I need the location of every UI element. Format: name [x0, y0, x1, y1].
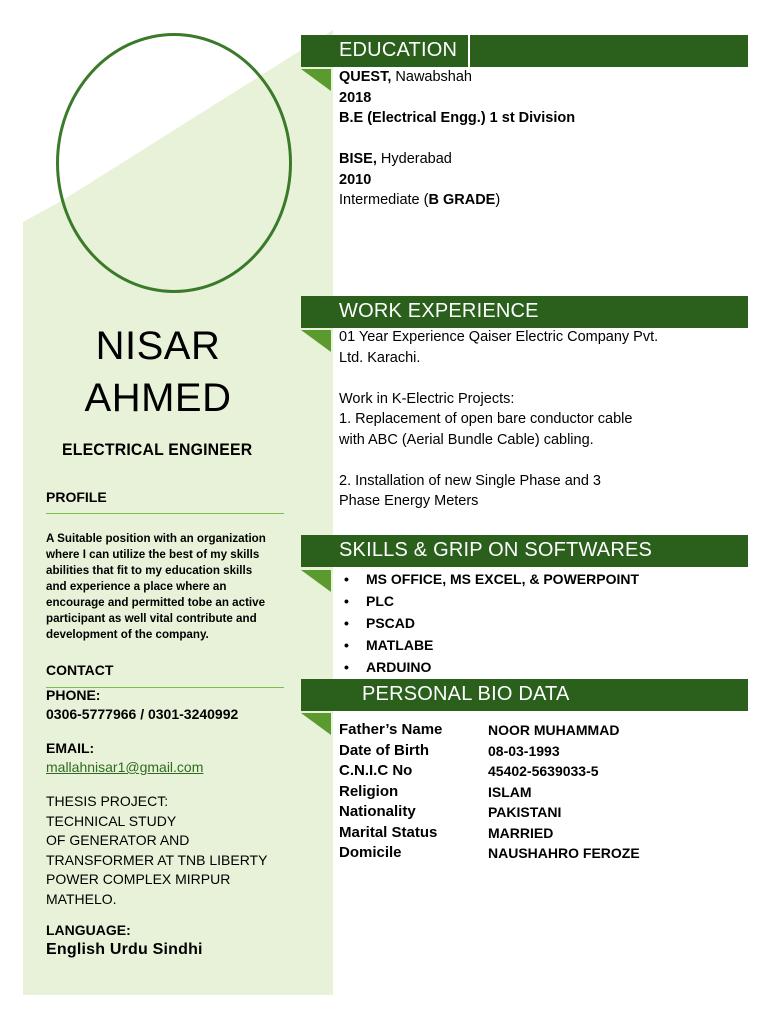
profile-heading: PROFILE — [46, 489, 107, 505]
phone-label: PHONE: — [46, 687, 101, 703]
skills-header-bar — [301, 535, 748, 567]
bio-key: Date of Birth — [339, 741, 429, 759]
education-city: Hyderabad — [376, 151, 452, 167]
profile-line: participant as well vital contribute and — [46, 612, 257, 625]
work-line: Work in K-Electric Projects: — [339, 390, 515, 407]
profile-line: and experience a place where an — [46, 580, 227, 593]
education-degree: Intermediate ( — [339, 192, 429, 208]
name-last: AHMED — [84, 376, 232, 420]
email-label: EMAIL: — [46, 740, 95, 756]
thesis-line: OF GENERATOR AND — [46, 832, 190, 848]
education-degree: B.E (Electrical Engg.) 1 st Division — [339, 110, 576, 126]
bio-value: 45402-5639033-5 — [488, 763, 599, 779]
email-block — [46, 739, 203, 777]
skill-item: • PSCAD — [366, 612, 639, 634]
phone-block — [46, 686, 238, 724]
education-header-bar — [301, 35, 748, 67]
profile-line: A Suitable position with an organization — [46, 532, 266, 545]
education-grade: B GRADE — [428, 192, 496, 208]
skills-triangle-icon — [301, 570, 331, 592]
profile-line: abilities that fit to my education skills — [46, 564, 253, 577]
profile-line: development of the company. — [46, 628, 209, 641]
skills-list — [366, 568, 639, 678]
thesis-line: POWER COMPLEX MIRPUR — [46, 871, 231, 887]
bio-key: Father’s Name — [339, 721, 443, 738]
work-line: 01 Year Experience Qaiser Electric Company Pvt. — [339, 329, 659, 345]
profile-photo-placeholder — [56, 33, 292, 293]
education-degree-suffix: ) — [495, 192, 501, 208]
email-link[interactable]: mallahnisar1@gmail.com — [46, 759, 204, 775]
bio-key: Domicile — [339, 844, 402, 861]
contact-heading: CONTACT — [46, 662, 114, 678]
work-line: Ltd. Karachi. — [339, 349, 421, 366]
bio-key: Marital Status — [339, 823, 438, 841]
skill-item: • MS OFFICE, MS EXCEL, & POWERPOINT — [366, 568, 639, 590]
education-city: Nawabshah — [391, 69, 472, 85]
job-title: ELECTRICAL ENGINEER — [62, 440, 253, 459]
education-year: 2018 — [339, 89, 372, 106]
bio-heading: PERSONAL BIO DATA — [362, 683, 570, 705]
education-institute: QUEST, — [339, 69, 392, 85]
bio-value: NAUSHAHRO FEROZE — [488, 845, 640, 861]
bio-value: MARRIED — [488, 824, 554, 841]
education-entry-2 — [339, 149, 500, 211]
thesis-block — [46, 792, 267, 909]
phone-number: 0306-5777966 / 0301-3240992 — [46, 706, 239, 722]
bio-value: ISLAM — [488, 783, 532, 800]
skills-heading: SKILLS & GRIP ON SOFTWARES — [339, 539, 653, 561]
bio-value: PAKISTANI — [488, 804, 562, 820]
skill-item: • MATLABE — [366, 634, 639, 656]
profile-text — [46, 531, 291, 643]
thesis-label: THESIS PROJECT: — [46, 793, 169, 809]
work-heading: WORK EXPERIENCE — [339, 300, 539, 322]
profile-divider — [46, 513, 284, 514]
bio-header-bar — [301, 679, 748, 711]
profile-line: where I can utilize the best of my skills — [46, 548, 260, 561]
bio-key: Religion — [339, 782, 399, 800]
work-triangle-icon — [301, 330, 331, 352]
work-header-bar — [301, 296, 748, 328]
bio-key: C.N.I.C No — [339, 762, 413, 779]
work-line: 2. Installation of new Single Phase and 3 — [339, 472, 601, 489]
education-entry-1 — [339, 67, 575, 129]
education-heading: EDUCATION — [339, 39, 458, 61]
name-first: NISAR — [95, 324, 221, 368]
education-header-separator — [468, 35, 470, 67]
bio-value: NOOR MUHAMMAD — [488, 722, 620, 738]
education-institute: BISE, — [339, 151, 377, 167]
bio-key: Nationality — [339, 803, 416, 820]
work-line: 1. Replacement of open bare conductor cable — [339, 411, 633, 427]
profile-line: encourage and permitted tobe an active — [46, 596, 266, 609]
work-text — [339, 327, 658, 512]
languages-list: English Urdu Sindhi — [46, 941, 203, 958]
work-line: with ABC (Aerial Bundle Cable) cabling. — [339, 431, 594, 448]
skill-item: • PLC — [366, 590, 639, 612]
education-year: 2010 — [339, 171, 372, 188]
bio-value: 08-03-1993 — [488, 742, 560, 759]
thesis-line: MATHELO. — [46, 890, 117, 907]
bio-triangle-icon — [301, 713, 331, 735]
thesis-line: TECHNICAL STUDY — [46, 812, 177, 829]
language-label: LANGUAGE: — [46, 922, 131, 938]
work-line: Phase Energy Meters — [339, 493, 479, 509]
thesis-line: TRANSFORMER AT TNB LIBERTY — [46, 851, 268, 868]
skill-item: • ARDUINO — [366, 656, 639, 678]
education-triangle-icon — [301, 69, 331, 91]
